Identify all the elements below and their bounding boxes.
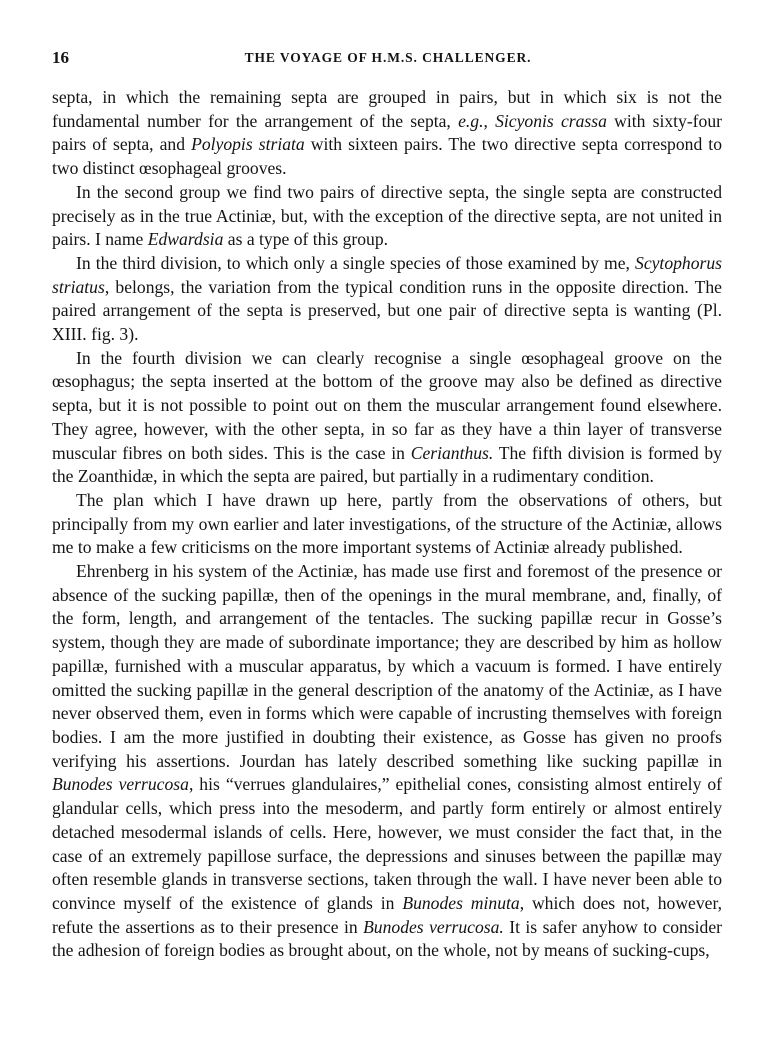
body-text bbox=[52, 86, 722, 963]
text-run: It is safer anyhow to consider the adhesion of foreign bodies as brought about, on the whole, not by means of sucking-cups, bbox=[52, 916, 722, 961]
text-run: septa, in which the remaining septa are grouped in pairs, but in which six is not the fundamental number for the arrangement of the septa, bbox=[52, 87, 722, 131]
paragraph bbox=[52, 560, 722, 963]
italic-term: Bunodes verrucosa bbox=[52, 774, 189, 795]
paragraph bbox=[52, 252, 722, 347]
italic-term: Bunodes verrucosa. bbox=[363, 916, 504, 937]
italic-term: Polyopis striata bbox=[191, 134, 305, 155]
text-run: , belongs, the variation from the typical condition runs in the opposite direction. The paired arrangement of the septa is preserved, but one pair of directive septa is wanting (Pl. XIII. fig. 3). bbox=[52, 276, 722, 345]
italic-term: e.g. bbox=[458, 110, 484, 131]
page-number: 16 bbox=[52, 48, 69, 67]
text-run: The plan which I have drawn up here, partly from the observations of others, but principally from my own earlier and later investigations, of the structure of the Actiniæ, allows me to make a few criticisms on the more important systems of Actiniæ already published. bbox=[52, 489, 722, 558]
text-run: Ehrenberg in his system of the Actiniæ, has made use first and foremost of the presence or absence of the sucking papillæ, then of the openings in the mural membrane, and, finally, of the form, length, and arrangement of the tentacles. The sucking papillæ recur in Gosse’s system, though they are made of subordinate importance; they are described by him as hollow papillæ, furnished with a muscular apparatus, by which a vacuum is formed. I have entirely omitted the sucking papillæ in the general description of the anatomy of the Actiniæ, as I have never observed them, even in forms which were capable of incrusting themselves with foreign bodies. I am the more justified in doubting their existence, as Gosse has given no proofs verifying his assertions. Jourdan has lately described something like sucking papillæ in bbox=[52, 561, 722, 771]
paragraph bbox=[52, 86, 722, 181]
text-run: with sixty-four pairs of septa, and bbox=[52, 110, 722, 155]
italic-term: Bunodes minuta bbox=[402, 892, 520, 913]
running-head: THE VOYAGE OF H.M.S. CHALLENGER. bbox=[244, 50, 532, 65]
italic-term: Cerianthus. bbox=[410, 442, 494, 463]
paragraph bbox=[52, 181, 722, 252]
text-run: In the second group we find two pairs of directive septa, the single septa are constructed precisely as in the true Actiniæ, but, with the exception of the directive septa, are not united in pairs. I name bbox=[52, 181, 722, 250]
page-header bbox=[52, 48, 724, 70]
text-run: , which does not, however, refute the assertions as to their presence in bbox=[52, 892, 723, 937]
text-run: In the third division, to which only a single species of those examined by me, bbox=[76, 252, 636, 273]
paragraph bbox=[52, 347, 722, 489]
text-run: In the fourth division we can clearly recognise a single œsophageal groove on the œsophagus; the septa inserted at the bottom of the groove may also be defined as directive septa, but it is not possible to point out on them the muscular arrangement found elsewhere. They agree, however, with the other septa, in so far as they have a thin layer of transverse muscular fibres on both sides. This is the case in bbox=[52, 347, 722, 463]
text-run: , his “verrues glandulaires,” epithelial cones, consisting almost entirely of glandular cells, which press into the mesoderm, and partly form entirely or almost entirely detached mesodermal islands of cells. Here, however, we must consider the fact that, in the case of an extremely papillose surface, the depressions and sinuses between the papillæ may often resemble glands in transverse sections, taken through the wall. I have never been able to convince myself of the existence of glands in bbox=[52, 774, 722, 913]
text-run: The fifth division is formed by the Zoanthidæ, in which the septa are paired, but partially in a rudimentary condition. bbox=[52, 442, 722, 487]
italic-term: Edwardsia bbox=[147, 229, 224, 250]
text-run: , bbox=[483, 110, 496, 131]
italic-term: Scytophorus striatus bbox=[52, 252, 722, 297]
text-run: with sixteen pairs. The two directive septa correspond to two distinct œsophageal grooves. bbox=[52, 134, 722, 179]
text-run: as a type of this group. bbox=[223, 229, 389, 250]
italic-term: Sicyonis crassa bbox=[495, 110, 607, 131]
paragraph bbox=[52, 489, 722, 560]
